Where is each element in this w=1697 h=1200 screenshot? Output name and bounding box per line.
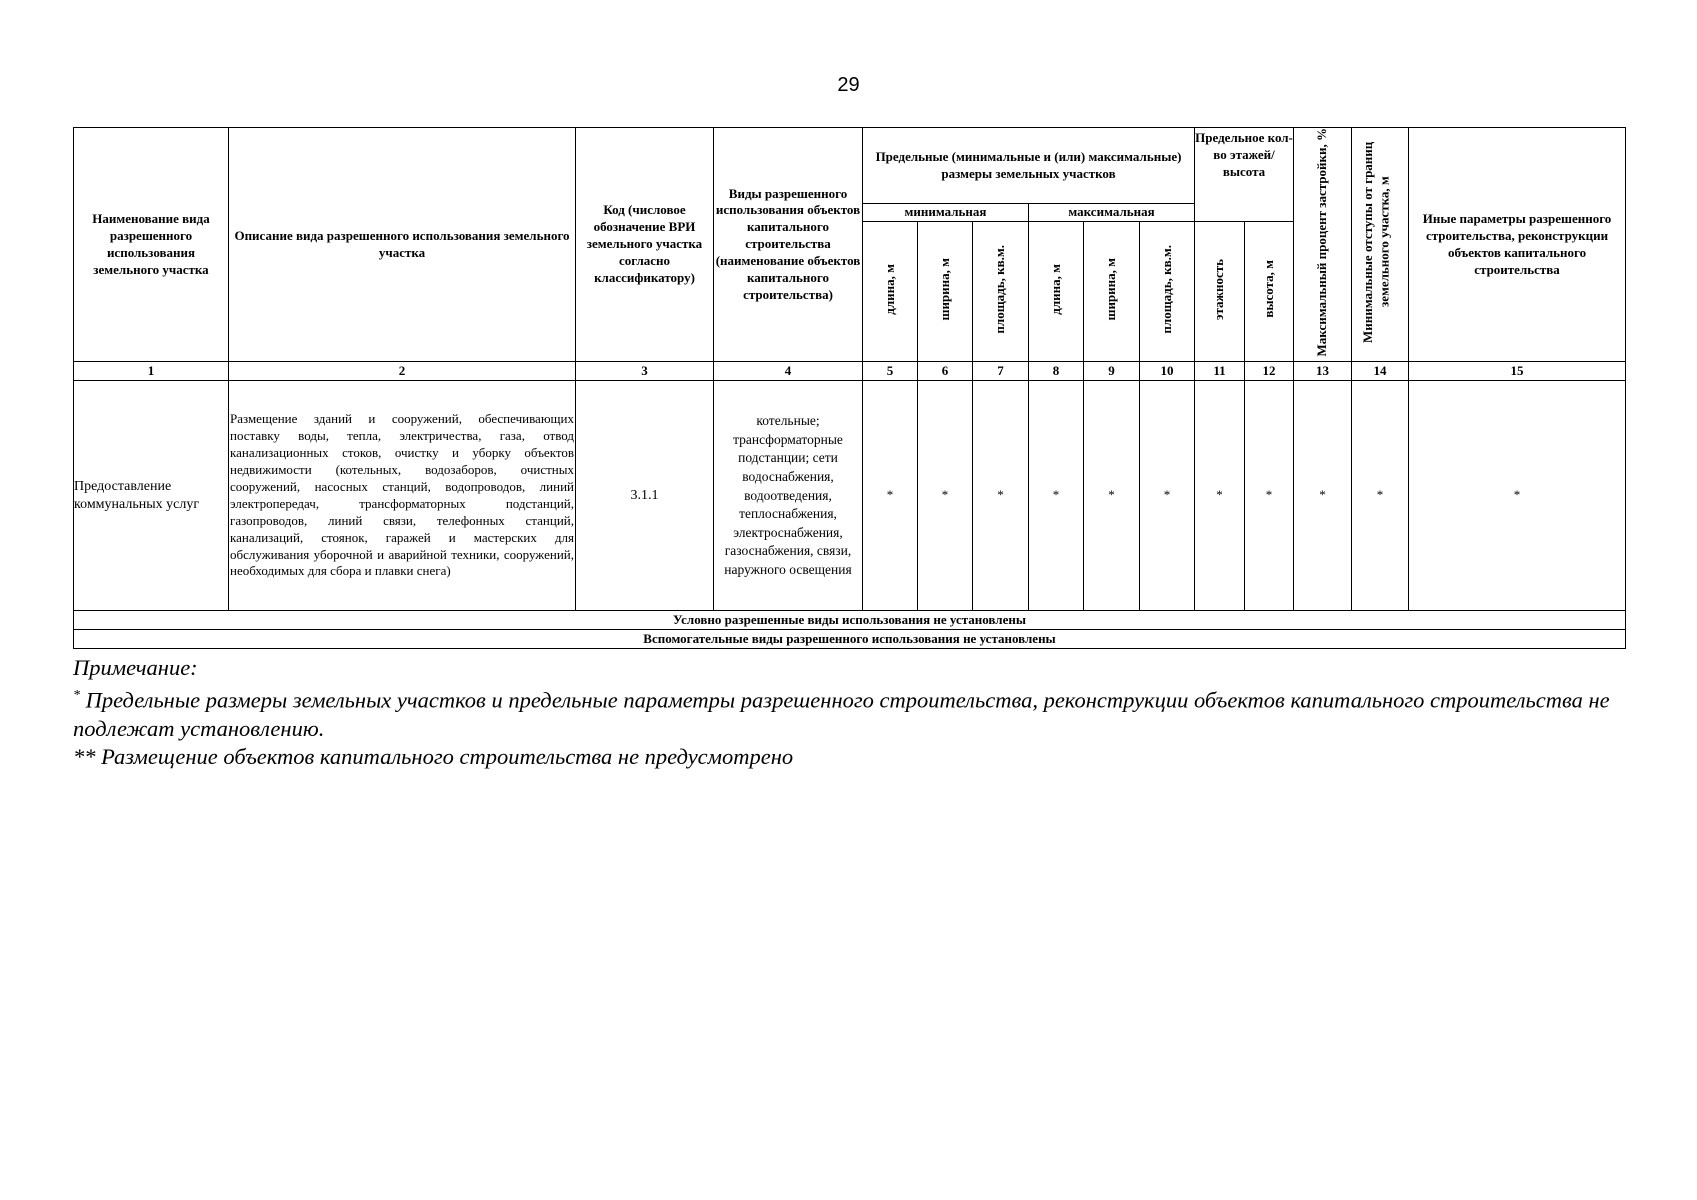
auxiliary-uses-row bbox=[74, 630, 1626, 649]
column-number: 4 bbox=[714, 362, 863, 381]
note-1 bbox=[73, 682, 1633, 743]
value-cell: * bbox=[1140, 381, 1195, 611]
value-cell: * bbox=[1195, 381, 1245, 611]
value-cell: * bbox=[1409, 381, 1626, 611]
header-col5 bbox=[863, 222, 918, 362]
capital-objects-cell: котельные; трансформаторные подстанции; сети водоснабжения, водоотведения, теплоснабжения, электроснабжения, газоснабжения, связи, наружного освещения bbox=[714, 381, 863, 611]
use-description-cell: Размещение зданий и сооружений, обеспечивающих поставку воды, тепла, электричества, газа, отвод канализационных стоков, очистку и уборку объектов недвижимости (котельных, водозаборов, очистных сооружений, насосных станций, водопроводов, линий электропередач, трансформаторных подстанций, газопроводов, линий связи, телефонных станций, канализаций, стоянок, гаражей и мастерских для обслуживания уборочной и аварийной техники, сооружений, необходимых для сбора и плавки снега) bbox=[229, 381, 576, 611]
header-col12 bbox=[1245, 222, 1294, 362]
note-1-text: Предельные размеры земельных участков и предельные параметры разрешенного строительства, реконструкции объектов капитального строительства не подлежат установлению. bbox=[73, 687, 1610, 741]
conditional-uses-row bbox=[74, 611, 1626, 630]
header-col10 bbox=[1140, 222, 1195, 362]
column-number: 10 bbox=[1140, 362, 1195, 381]
note-1-mark: * bbox=[73, 688, 80, 703]
column-number: 15 bbox=[1409, 362, 1626, 381]
header-col14 bbox=[1352, 128, 1409, 362]
use-name-cell: Предоставление коммунальных услуг bbox=[74, 381, 229, 611]
header-max-group: максимальная bbox=[1029, 204, 1195, 222]
header-col6-text: ширина, м bbox=[936, 258, 952, 321]
header-col13 bbox=[1294, 128, 1352, 362]
header-col7-text: площадь, кв.м. bbox=[992, 245, 1008, 334]
value-cell: * bbox=[918, 381, 973, 611]
column-number: 14 bbox=[1352, 362, 1409, 381]
column-number: 6 bbox=[918, 362, 973, 381]
column-number: 12 bbox=[1245, 362, 1294, 381]
column-number: 2 bbox=[229, 362, 576, 381]
header-floors-group: Предельное кол-во этажей/ высота bbox=[1195, 128, 1294, 222]
header-col9 bbox=[1084, 222, 1140, 362]
use-code-cell: 3.1.1 bbox=[576, 381, 714, 611]
column-number: 1 bbox=[74, 362, 229, 381]
page-number: 29 bbox=[837, 74, 860, 96]
value-cell: * bbox=[1294, 381, 1352, 611]
column-number: 8 bbox=[1029, 362, 1084, 381]
land-use-table bbox=[73, 127, 1626, 649]
header-col7 bbox=[973, 222, 1029, 362]
column-number: 9 bbox=[1084, 362, 1140, 381]
column-number: 7 bbox=[973, 362, 1029, 381]
header-col8 bbox=[1029, 222, 1084, 362]
header-col15: Иные параметры разрешенного строительства, реконструкции объектов капитального строительства bbox=[1409, 128, 1626, 362]
value-cell: * bbox=[973, 381, 1029, 611]
header-col8-text: длина, м bbox=[1047, 263, 1063, 315]
header-min-group: минимальная bbox=[863, 204, 1029, 222]
column-numbers-row bbox=[74, 362, 1626, 381]
header-col3: Код (числовое обозначение ВРИ земельного участка согласно классификатору) bbox=[576, 128, 714, 362]
header-col2: Описание вида разрешенного использования земельного участка bbox=[229, 128, 576, 362]
value-cell: * bbox=[1352, 381, 1409, 611]
auxiliary-uses-text: Вспомогательные виды разрешенного использования не установлены bbox=[74, 630, 1626, 649]
header-col6 bbox=[918, 222, 973, 362]
header-col4: Виды разрешенного использования объектов капитального строительства (наименование объектов капитального строительства) bbox=[714, 128, 863, 362]
header-col11 bbox=[1195, 222, 1245, 362]
header-col13-text: Максимальный процент застройки, % bbox=[1314, 128, 1330, 357]
header-col11-text: этажность bbox=[1211, 258, 1227, 320]
header-col5-text: длина, м bbox=[881, 263, 897, 315]
header-col12-text: высота, м bbox=[1260, 260, 1276, 319]
value-cell: * bbox=[1029, 381, 1084, 611]
notes-title: Примечание: bbox=[73, 655, 198, 680]
table-row bbox=[74, 381, 1626, 611]
conditional-uses-text: Условно разрешенные виды использования не установлены bbox=[74, 611, 1626, 630]
note-2: ** Размещение объектов капитального строительства не предусмотрено bbox=[73, 743, 794, 769]
value-cell: * bbox=[1245, 381, 1294, 611]
value-cell: * bbox=[1084, 381, 1140, 611]
header-col1: Наименование вида разрешенного использования земельного участка bbox=[74, 128, 229, 362]
column-number: 11 bbox=[1195, 362, 1245, 381]
header-col10-text: площадь, кв.м. bbox=[1158, 245, 1174, 334]
column-number: 3 bbox=[576, 362, 714, 381]
header-col9-text: ширина, м bbox=[1103, 258, 1119, 321]
header-limits-group: Предельные (минимальные и (или) максимальные) размеры земельных участков bbox=[863, 128, 1195, 204]
column-number: 13 bbox=[1294, 362, 1352, 381]
notes-section bbox=[73, 654, 1633, 771]
header-col14-text: Минимальные отступы от границ земельного участка, м bbox=[1360, 141, 1392, 343]
value-cell: * bbox=[863, 381, 918, 611]
column-number: 5 bbox=[863, 362, 918, 381]
header-row-1 bbox=[74, 128, 1626, 204]
